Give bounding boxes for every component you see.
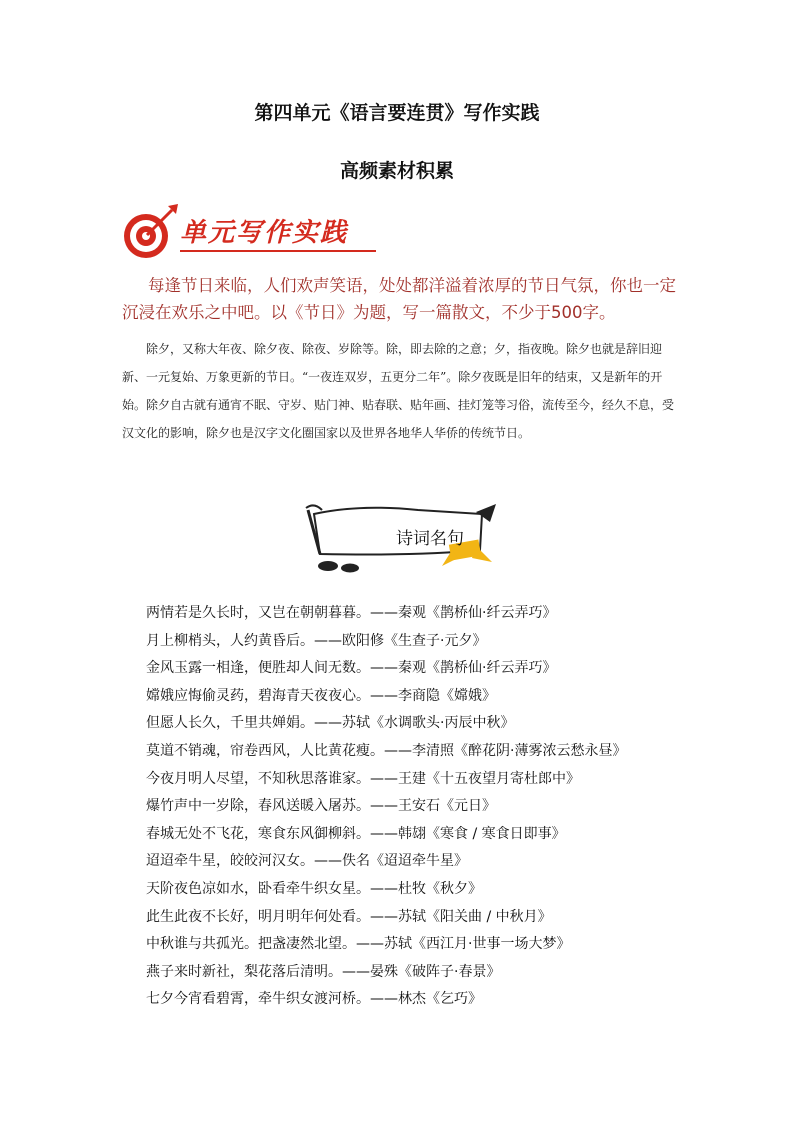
list-item: 迢迢牵牛星，皎皎河汉女。——佚名《迢迢牵牛星》 (146, 853, 468, 870)
page-title: 第四单元《语言要连贯》写作实践 (254, 102, 540, 124)
list-item: 金风玉露一相逢，便胜却人间无数。——秦观《鹊桥仙·纤云弄巧》 (146, 660, 557, 677)
list-item: 七夕今宵看碧霄，牵牛织女渡河桥。——林杰《乞巧》 (146, 991, 482, 1008)
list-item: 中秋谁与共孤光。把盏凄然北望。——苏轼《西江月·世事一场大梦》 (146, 936, 571, 953)
list-item: 嫦娥应悔偷灵药，碧海青天夜夜心。——李商隐《嫦娥》 (146, 687, 496, 704)
list-item: 此生此夜不长好，明月明年何处看。——苏轼《阳关曲 / 中秋月》 (146, 908, 552, 925)
list-item: 两情若是久长时，又岂在朝朝暮暮。——秦观《鹊桥仙·纤云弄巧》 (146, 605, 557, 621)
writing-prompt: 每逢节日来临，人们欢声笑语，处处都洋溢着浓厚的节日气氛，你也一定沉浸在欢乐之中吧。以《节日》为题，写一篇散文，不少于500字。 (122, 276, 676, 322)
section-label: 诗词名句 (396, 529, 464, 549)
target-icon (120, 204, 180, 260)
list-item: 天阶夜色凉如水，卧看牵牛织女星。——杜牧《秋夕》 (146, 880, 482, 897)
intro-paragraph: 除夕，又称大年夜、除夕夜、除夜、岁除等。除，即去除的之意；夕，指夜晚。除夕也就是辞旧迎新、一元复始、万象更新的节日。“一夜连双岁，五更分二年”。除夕夜既是旧年的结束，又是新年的开始。除夕自古就有通宵不眠、守岁、贴门神、贴春联、贴年画、挂灯笼等习俗，流传至今，经久不息，受汉文化的影响，除夕也是汉字文化圈国家以及世界各地华人华侨的传统节日。 (122, 342, 675, 440)
list-item: 月上柳梢头，人约黄昏后。——欧阳修《生查子·元夕》 (146, 632, 487, 649)
banner-label: 单元写作实践 (180, 218, 349, 248)
list-item: 春城无处不飞花，寒食东风御柳斜。——韩翃《寒食 / 寒食日即事》 (146, 825, 566, 842)
banner-underline (180, 250, 376, 252)
list-item: 今夜月明人尽望，不知秋思落谁家。——王建《十五夜望月寄杜郎中》 (146, 770, 580, 787)
poem-list (146, 601, 666, 1015)
page-subtitle: 高频素材积累 (339, 160, 454, 182)
section-banner (120, 204, 380, 260)
list-item: 但愿人长久，千里共婵娟。——苏轼《水调歌头·丙辰中秋》 (146, 715, 515, 732)
list-item: 莫道不销魂，帘卷西风，人比黄花瘦。——李清照《醉花阴·薄雾浓云愁永昼》 (146, 742, 627, 759)
list-item: 燕子来时新社，梨花落后清明。——晏殊《破阵子·春景》 (146, 963, 501, 980)
list-item: 爆竹声中一岁除，春风送暖入屠苏。——王安石《元日》 (146, 798, 496, 815)
